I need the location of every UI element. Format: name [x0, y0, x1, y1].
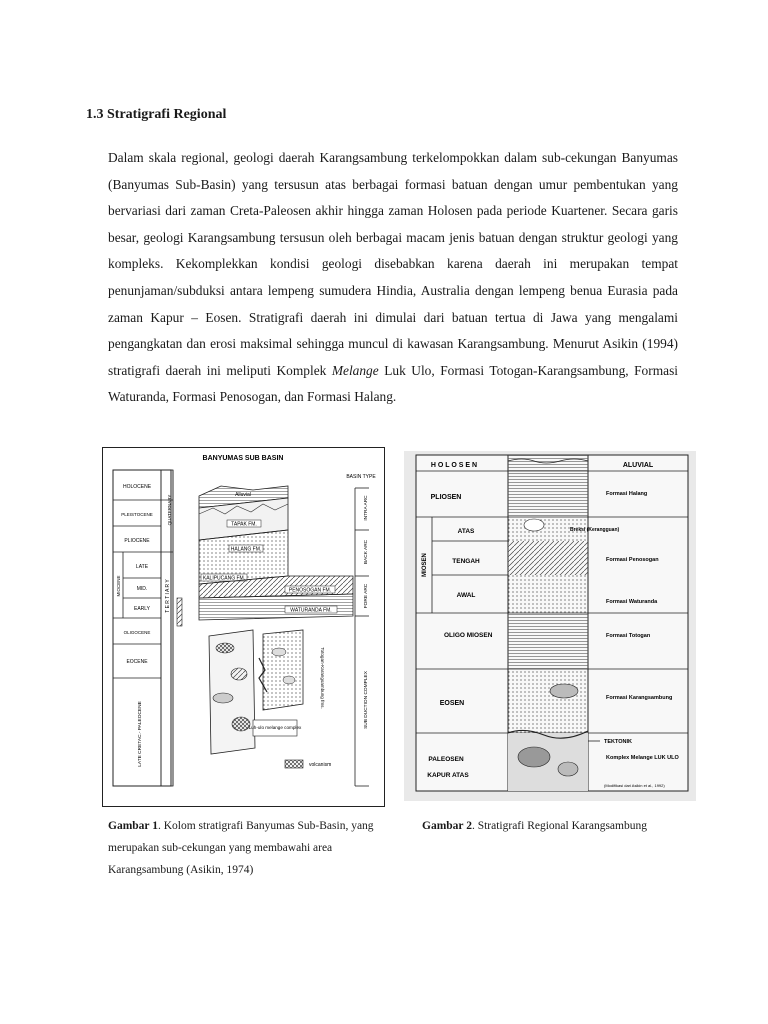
fig1-intra-arc: INTRA ARC: [364, 495, 369, 521]
paragraph-italic-term: Melange: [331, 362, 379, 378]
body-paragraph: [108, 145, 678, 411]
fig1-miocene: MIOCENE: [116, 575, 121, 597]
caption-1-label: Gambar 1: [108, 820, 158, 832]
fig1-age-pleistocene: PLEISTOCENE: [121, 512, 153, 517]
fig1-age-oligocene: OLIGOCENE: [123, 630, 151, 635]
fig2-fm-penosogan: Formasi Penosogan: [606, 557, 659, 563]
fig1-subduction: SUB DUCTION COMPLEX: [364, 671, 369, 729]
fig2-source: (Modifikasi dari Asikin et al., 1992): [604, 783, 665, 788]
fig1-fm-totogan: Totogan-Karangsambung fms.: [320, 647, 325, 709]
fig2-pliosen: PLIOSEN: [430, 494, 462, 501]
fig1-age-pliocene: PLIOCENE: [124, 538, 150, 544]
figure-2-caption: [422, 815, 692, 837]
paragraph-text-1: Dalam skala regional, geologi daerah Karangsambung terkelompokkan dalam sub-cekungan Banyumas (Banyumas Sub-Basin) yang tersusun atas berbagai formasi batuan dengan umur pembentukan yang bervariasi dari zaman Creta-Paleosen akhir hingga zaman Holosen pada periode Kuartener. Secara garis besar, geologi Karangsambung tersusun oleh berbagai macam jenis batuan dengan struktur geologi yang kompleks. Kekomplekkan kondisi geologi disebabkan karena daerah ini merupakan tempat penunjaman/subduksi antara lempeng sumudera Hindia, Australia dengan lempeng benua Eurasia pada zaman Kapur – Eosen. Stratigrafi daerah ini dimulai dari batuan tertua di Jawa yang mengalami pengangkatan dan erosi maksimal sehingga muncul di kawasan Karangsambung. Menurut Asikin (1994) stratigrafi daerah ini meliputi Komplek: [108, 150, 678, 378]
fig1-fm-penosogan: PENOSOGAN FM.: [288, 587, 332, 594]
fig1-fm-kalipucang: KALIPUCANG FM.: [202, 575, 246, 582]
figure-1-caption: [108, 815, 398, 881]
fig1-basin-type: BASIN TYPE: [346, 474, 376, 480]
fig2-paleosen: PALEOSEN: [428, 756, 464, 763]
caption-1-text: . Kolom stratigrafi Banyumas Sub-Basin, yang merupakan sub-cekungan yang membawahi area Karangsambung (Asikin, 1974): [108, 820, 374, 876]
fig2-tengah: TENGAH: [452, 558, 480, 565]
fig2-fm-karangsambung: Formasi Karangsambung: [606, 695, 673, 701]
figure-2-regional-stratigraphy: [404, 451, 696, 801]
fig2-fm-waturanda: Formasi Waturanda: [606, 599, 658, 605]
fig2-kapur-atas: KAPUR ATAS: [427, 772, 469, 779]
fig2-oligo-miosen: OLIGO MIOSEN: [444, 632, 493, 639]
fig2-fm-totogan: Formasi Totogan: [606, 633, 651, 639]
paragraph-text-2: Luk Ulo, Formasi Totogan-Karangsambung, Formasi Waturanda, Formasi Penosogan, dan Formasi Halang.: [108, 362, 678, 405]
fig1-age-mid: MID.: [136, 586, 148, 592]
fig1-fm-luhulo: Luh-ulo melange complex: [248, 725, 302, 730]
fig2-fm-halang: Formasi Halang: [606, 491, 648, 497]
fig1-back-arc: BACK ARC: [364, 539, 369, 565]
fig1-fm-alluvial: Alluvial: [235, 492, 251, 498]
fig2-tektonik: TEKTONIK: [604, 739, 633, 745]
fig2-awal: AWAL: [456, 592, 476, 599]
fig1-legend-volcanism: volcanism: [309, 762, 332, 768]
fig1-fm-waturanda: WATURANDA FM.: [290, 607, 332, 614]
fig2-breksi: Breksi (Kerangguan): [570, 527, 620, 533]
fig1-age-holocene: HOLOCENE: [122, 484, 152, 490]
fig1-age-late: LATE: [135, 564, 149, 570]
fig1-age-eocene: EOCENE: [126, 659, 148, 665]
fig1-fm-halang: HALANG FM.: [230, 546, 262, 553]
fig1-title: BANYUMAS SUB BASIN: [202, 455, 284, 462]
fig1-tertiary: T E R T I A R Y: [165, 579, 171, 613]
section-heading: 1.3 Stratigrafi Regional: [86, 107, 227, 122]
fig2-eosen: EOSEN: [439, 700, 465, 707]
figure-1-stratigraphic-column: [102, 447, 385, 807]
fig2-miosen: MIOSEN: [422, 553, 428, 577]
fig1-age-cretaceous: LATE CRETAC.- PALEOCENE: [138, 701, 143, 767]
fig1-quaternary: QUATERNARY: [167, 494, 172, 526]
fig2-aluvial: ALUVIAL: [622, 462, 654, 469]
caption-2-label: Gambar 2: [422, 820, 472, 832]
caption-2-text: . Stratigrafi Regional Karangsambung: [471, 820, 647, 832]
fig1-fore-arc: FORE ARC: [364, 583, 369, 609]
fig2-melange: Komplex Melange LUK ULO: [606, 755, 679, 761]
fig2-atas: ATAS: [457, 528, 475, 535]
fig1-age-early: EARLY: [133, 606, 151, 612]
fig1-fm-tapak: TAPAK FM.: [231, 521, 257, 528]
fig2-holosen: H O L O S E N: [430, 462, 478, 469]
